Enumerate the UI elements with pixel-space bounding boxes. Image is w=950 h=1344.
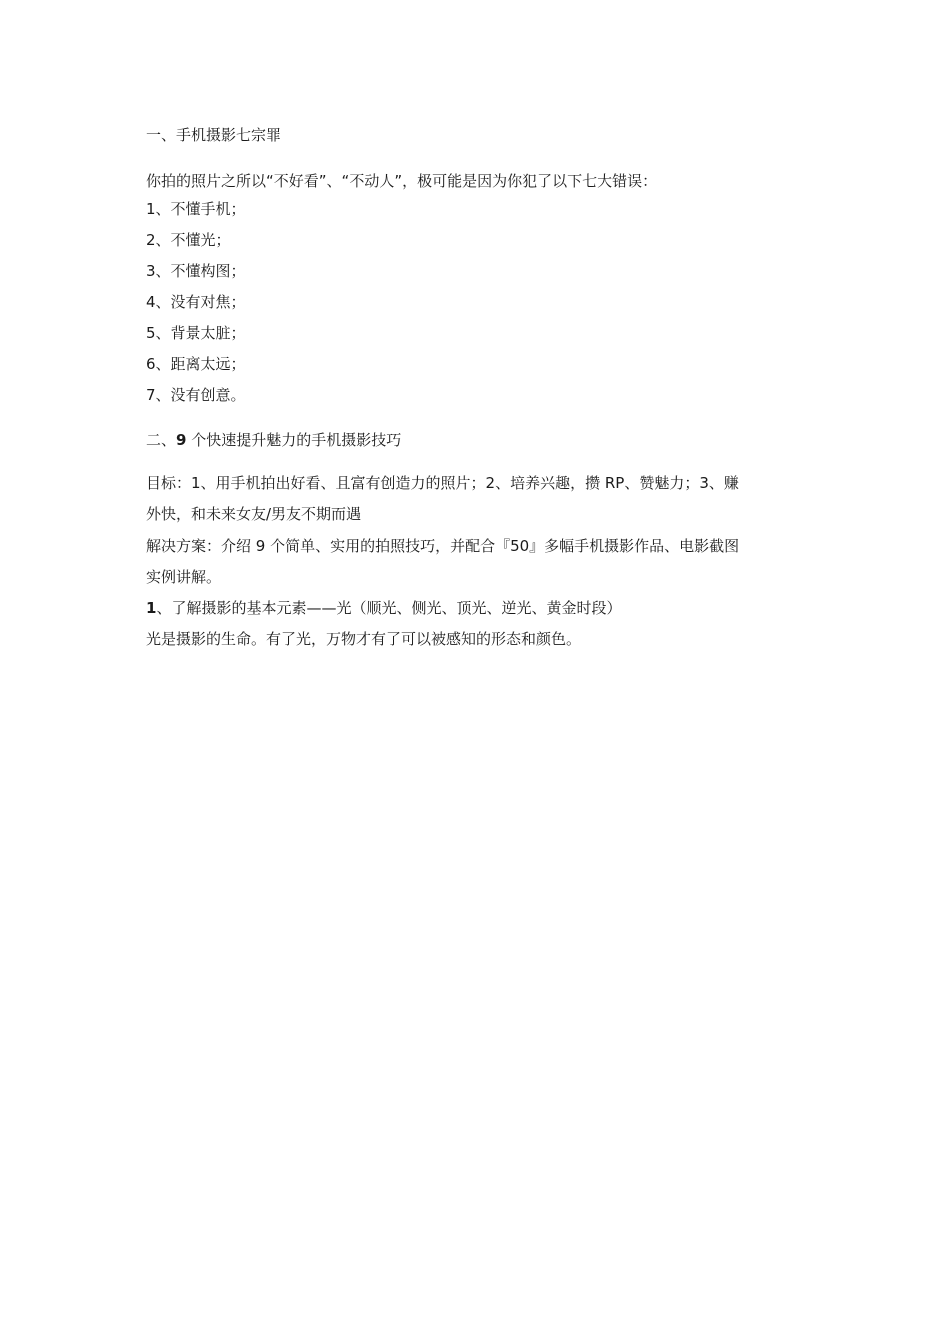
list-item: 6、距离太远；: [146, 355, 246, 373]
list-item: 4、没有对焦；: [146, 293, 246, 311]
goal-line-1: 目标：1、用手机拍出好看、且富有创造力的照片；2、培养兴趣，攒 RP、赞魅力；3、赚: [146, 474, 739, 492]
intro-paragraph: 你拍的照片之所以“不好看”、“不动人”，极可能是因为你犯了以下七大错误：: [146, 172, 658, 190]
list-item: 5、背景太脏；: [146, 324, 246, 342]
heading-number: 9: [176, 431, 187, 449]
section-heading-light: [146, 597, 806, 619]
solution-line-1: 解决方案：介绍 9 个简单、实用的拍照技巧，并配合『50』多幅手机摄影作品、电影截图: [146, 537, 740, 555]
section-body: 光是摄影的生命。有了光，万物才有了可以被感知的形态和颜色。: [146, 630, 582, 648]
list-item: 7、没有创意。: [146, 386, 246, 404]
section-number: 1: [146, 599, 157, 617]
solution-line-2: 实例讲解。: [146, 568, 222, 586]
heading-nine-tips: [146, 429, 806, 451]
heading-prefix: 二、: [146, 431, 177, 449]
list-item: 2、不懂光；: [146, 231, 231, 249]
list-item: 3、不懂构图；: [146, 262, 246, 280]
heading-rest: 个快速提升魅力的手机摄影技巧: [186, 431, 402, 449]
section-title: 、了解摄影的基本元素——光（顺光、侧光、顶光、逆光、黄金时段）: [156, 599, 622, 617]
list-item: 1、不懂手机；: [146, 200, 246, 218]
heading-seven-sins: 一、手机摄影七宗罪: [146, 126, 282, 144]
goal-line-2: 外快，和未来女友/男友不期而遇: [146, 505, 362, 523]
